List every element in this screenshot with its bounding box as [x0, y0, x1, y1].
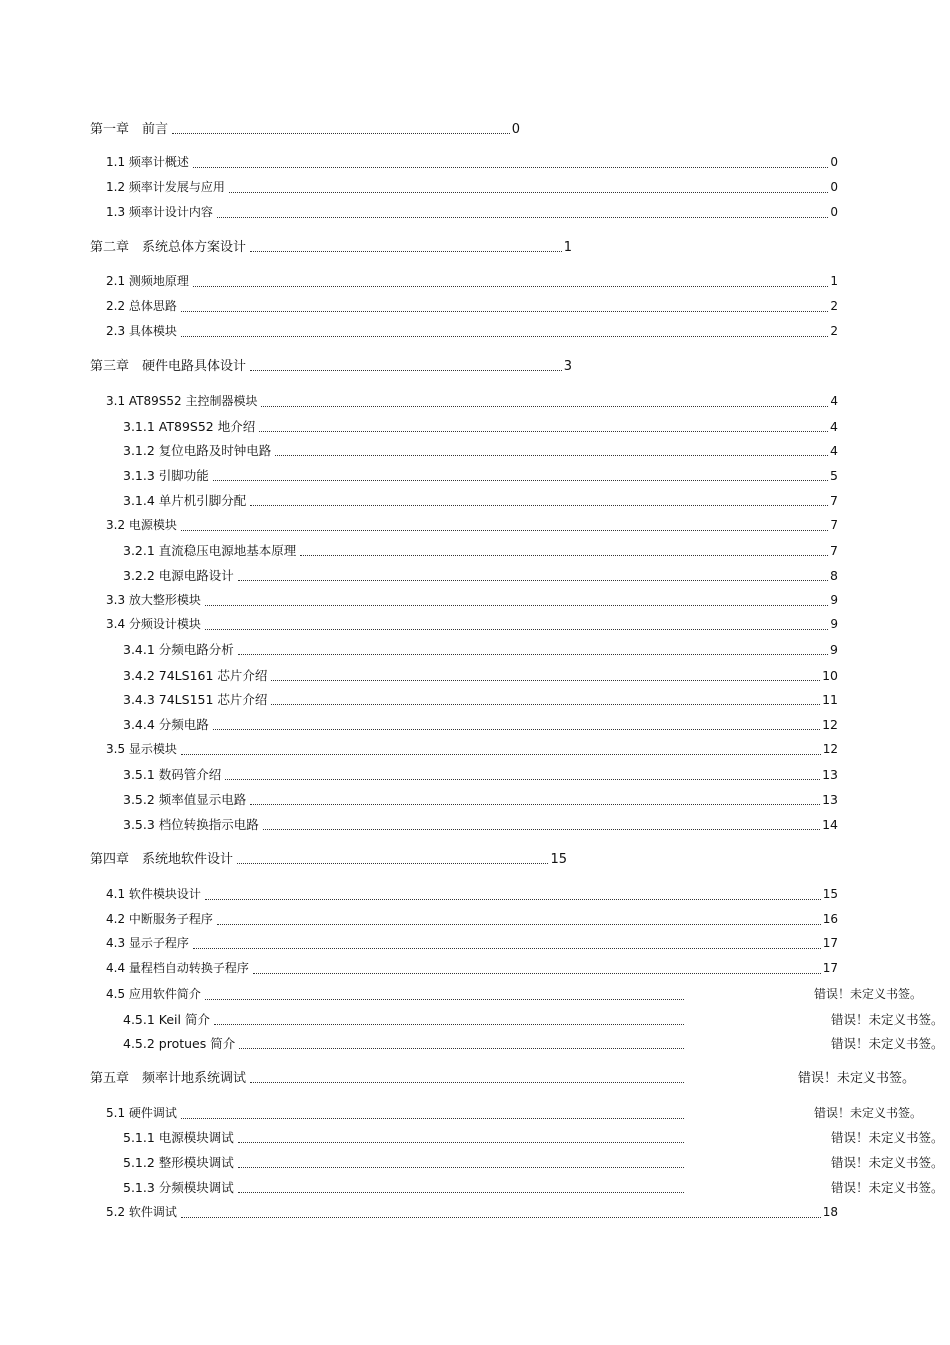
toc-entry-label: 1.3 频率计设计内容 — [106, 205, 213, 219]
toc-entry-page-number: 15 — [550, 852, 567, 867]
toc-entry-label: 3.4.3 74LS151 芯片介绍 — [123, 692, 268, 707]
toc-entry[interactable] — [106, 740, 838, 758]
toc-entry-label: 3.5.1 数码管介绍 — [123, 767, 222, 782]
toc-entry-page-number: 1 — [563, 240, 572, 255]
toc-entry-page-number: 0 — [830, 205, 838, 219]
dot-leader — [263, 815, 820, 830]
toc-entry-page-number: 1 — [830, 274, 838, 288]
toc-entry-label: 5.1.3 分频模块调试 — [123, 1180, 234, 1195]
toc-entry[interactable] — [106, 885, 838, 903]
dot-leader — [239, 1034, 684, 1049]
toc-entry-label: 3.3 放大整形模块 — [106, 593, 201, 607]
toc-entry-page-number: 2 — [830, 299, 838, 313]
toc-entry-label: 5.1.2 整形模块调试 — [123, 1155, 234, 1170]
toc-entry-page-number: 10 — [822, 668, 838, 683]
bookmark-error-text: 错误！未定义书签。 — [831, 1036, 944, 1051]
dot-leader — [217, 203, 828, 218]
toc-entry-page-number: 9 — [830, 642, 838, 657]
toc-entry-page-number: 0 — [511, 122, 520, 137]
dot-leader — [205, 591, 828, 606]
toc-entry-label: 5.1.1 电源模块调试 — [123, 1130, 234, 1145]
toc-entry-label: 第三章 硬件电路具体设计 — [90, 359, 247, 374]
toc-entry-page-number: 4 — [830, 394, 838, 408]
toc-entry-label: 4.4 量程档自动转换子程序 — [106, 961, 249, 975]
toc-entry[interactable] — [90, 236, 572, 255]
dot-leader — [250, 491, 828, 506]
toc-entry[interactable] — [106, 203, 838, 221]
toc-entry[interactable] — [106, 153, 838, 171]
dot-leader — [238, 566, 828, 581]
toc-entry-page-number: 9 — [830, 593, 838, 607]
dot-leader — [213, 466, 828, 481]
toc-entry-label: 4.1 软件模块设计 — [106, 887, 201, 901]
toc-entry[interactable] — [106, 934, 838, 952]
toc-entry[interactable] — [106, 392, 838, 410]
toc-entry-page-number: 15 — [822, 887, 838, 901]
toc-entry[interactable] — [106, 297, 838, 315]
toc-entry[interactable] — [123, 765, 838, 783]
dot-leader — [250, 237, 562, 252]
dot-leader — [214, 1010, 684, 1025]
toc-entry-page-number: 8 — [830, 568, 838, 583]
toc-entry-label: 3.5 显示模块 — [106, 742, 177, 756]
toc-entry-page-number: 4 — [830, 419, 838, 434]
toc-entry-page-number: 11 — [822, 692, 838, 707]
toc-entry[interactable] — [106, 322, 838, 340]
dot-leader — [250, 1068, 684, 1083]
toc-entry-label: 4.5 应用软件简介 — [106, 987, 201, 1001]
toc-entry[interactable] — [90, 355, 572, 374]
toc-entry-label: 3.4.1 分频电路分析 — [123, 642, 234, 657]
dot-leader — [181, 740, 821, 755]
toc-entry-page-number: 17 — [822, 961, 838, 975]
dot-leader — [275, 441, 828, 456]
dot-leader — [181, 516, 828, 531]
toc-entry-label: 2.3 具体模块 — [106, 324, 177, 338]
toc-entry-page-number: 17 — [822, 936, 838, 950]
dot-leader — [238, 640, 828, 655]
dot-leader — [238, 1178, 684, 1193]
toc-entry[interactable] — [123, 790, 838, 808]
toc-entry[interactable] — [123, 1153, 944, 1171]
toc-entry[interactable] — [106, 959, 838, 977]
dot-leader — [181, 1203, 821, 1218]
toc-entry-page-number: 7 — [830, 543, 838, 558]
dot-leader — [259, 417, 828, 432]
toc-entry[interactable] — [123, 566, 838, 584]
dot-leader — [213, 715, 820, 730]
toc-entry-label: 3.4 分频设计模块 — [106, 617, 201, 631]
toc-entry-label: 2.1 测频地原理 — [106, 274, 189, 288]
dot-leader — [205, 885, 821, 900]
dot-leader — [250, 790, 820, 805]
dot-leader — [172, 119, 510, 134]
dot-leader — [237, 849, 548, 864]
toc-entry-label: 3.2.1 直流稳压电源地基本原理 — [123, 543, 297, 558]
dot-leader — [205, 615, 828, 630]
toc-entry-page-number: 3 — [563, 359, 572, 374]
toc-entry[interactable] — [123, 491, 838, 509]
toc-entry-label: 3.1.2 复位电路及时钟电路 — [123, 443, 272, 458]
toc-entry-label: 第四章 系统地软件设计 — [90, 852, 234, 867]
dot-leader — [238, 1128, 684, 1143]
dot-leader — [193, 153, 828, 168]
bookmark-error-text: 错误！未定义书签。 — [814, 1106, 923, 1120]
toc-entry[interactable] — [106, 1104, 923, 1122]
dot-leader — [181, 1104, 684, 1119]
toc-entry-page-number: 13 — [822, 792, 838, 807]
toc-entry-page-number: 12 — [822, 717, 838, 732]
toc-entry-label: 第五章 频率计地系统调试 — [90, 1071, 247, 1086]
toc-entry-label: 第一章 前言 — [90, 122, 169, 137]
dot-leader — [250, 356, 562, 371]
toc-entry-label: 第二章 系统总体方案设计 — [90, 240, 247, 255]
toc-entry[interactable] — [123, 815, 838, 833]
dot-leader — [193, 934, 821, 949]
bookmark-error-text: 错误！未定义书签。 — [831, 1130, 944, 1145]
toc-entry-page-number: 0 — [830, 155, 838, 169]
toc-entry-label: 3.1.3 引脚功能 — [123, 468, 209, 483]
dot-leader — [181, 322, 828, 337]
dot-leader — [300, 541, 828, 556]
toc-entry[interactable] — [123, 715, 838, 733]
toc-entry-page-number: 2 — [830, 324, 838, 338]
toc-entry-label: 3.1.1 AT89S52 地介绍 — [123, 419, 256, 434]
dot-leader — [253, 959, 821, 974]
toc-entry-label: 4.5.2 protues 简介 — [123, 1036, 236, 1051]
dot-leader — [271, 666, 820, 681]
toc-entry-page-number: 0 — [830, 180, 838, 194]
toc-entry[interactable] — [106, 910, 838, 928]
dot-leader — [271, 690, 820, 705]
toc-entry[interactable] — [123, 441, 838, 459]
toc-entry-label: 3.4.2 74LS161 芯片介绍 — [123, 668, 268, 683]
toc-entry-page-number: 7 — [830, 518, 838, 532]
toc-entry[interactable] — [123, 1128, 944, 1146]
dot-leader — [193, 272, 828, 287]
toc-entry[interactable] — [123, 1034, 944, 1052]
toc-entry-page-number: 9 — [830, 617, 838, 631]
toc-entry-page-number: 14 — [822, 817, 838, 832]
toc-entry-label: 4.5.1 Keil 简介 — [123, 1012, 210, 1027]
toc-entry[interactable] — [106, 516, 838, 534]
dot-leader — [205, 985, 684, 1000]
toc-entry[interactable] — [106, 591, 838, 609]
toc-entry-label: 1.1 频率计概述 — [106, 155, 189, 169]
toc-entry-label: 4.2 中断服务子程序 — [106, 912, 213, 926]
toc-entry-label: 3.1.4 单片机引脚分配 — [123, 493, 247, 508]
toc-entry[interactable] — [106, 615, 838, 633]
toc-entry-page-number: 13 — [822, 767, 838, 782]
toc-entry[interactable] — [123, 541, 838, 559]
dot-leader — [225, 765, 820, 780]
toc-entry-page-number: 4 — [830, 443, 838, 458]
bookmark-error-text: 错误！未定义书签。 — [814, 987, 923, 1001]
toc-entry[interactable] — [90, 1067, 916, 1086]
toc-entry[interactable] — [123, 1178, 944, 1196]
toc-entry[interactable] — [90, 848, 567, 867]
toc-entry[interactable] — [123, 466, 838, 484]
toc-entry-label: 3.5.3 档位转换指示电路 — [123, 817, 259, 832]
toc-entry-label: 3.2 电源模块 — [106, 518, 177, 532]
toc-entry-label: 1.2 频率计发展与应用 — [106, 180, 225, 194]
bookmark-error-text: 错误！未定义书签。 — [831, 1012, 944, 1027]
toc-entry[interactable] — [123, 640, 838, 658]
toc-entry[interactable] — [90, 118, 520, 137]
toc-entry[interactable] — [123, 690, 838, 708]
toc-entry-page-number: 16 — [822, 912, 838, 926]
toc-entry-page-number: 5 — [830, 468, 838, 483]
dot-leader — [217, 910, 821, 925]
toc-entry[interactable] — [106, 178, 838, 196]
toc-entry-label: 3.4.4 分频电路 — [123, 717, 209, 732]
toc-entry[interactable] — [123, 417, 838, 435]
toc-entry-page-number: 18 — [822, 1205, 838, 1219]
toc-entry[interactable] — [106, 272, 838, 290]
bookmark-error-text: 错误！未定义书签。 — [798, 1071, 916, 1086]
toc-entry[interactable] — [123, 1010, 944, 1028]
dot-leader — [238, 1153, 684, 1168]
dot-leader — [229, 178, 828, 193]
bookmark-error-text: 错误！未定义书签。 — [831, 1155, 944, 1170]
dot-leader — [181, 297, 828, 312]
toc-entry-label: 5.2 软件调试 — [106, 1205, 177, 1219]
toc-entry-label: 3.1 AT89S52 主控制器模块 — [106, 394, 258, 408]
toc-entry-label: 5.1 硬件调试 — [106, 1106, 177, 1120]
toc-entry-label: 4.3 显示子程序 — [106, 936, 189, 950]
toc-entry-label: 3.5.2 频率值显示电路 — [123, 792, 247, 807]
toc-entry-page-number: 12 — [822, 742, 838, 756]
toc-entry[interactable] — [123, 666, 838, 684]
toc-entry[interactable] — [106, 1203, 838, 1221]
toc-entry-label: 3.2.2 电源电路设计 — [123, 568, 234, 583]
toc-entry[interactable] — [106, 985, 923, 1003]
dot-leader — [261, 392, 828, 407]
bookmark-error-text: 错误！未定义书签。 — [831, 1180, 944, 1195]
toc-entry-page-number: 7 — [830, 493, 838, 508]
toc-entry-label: 2.2 总体思路 — [106, 299, 177, 313]
